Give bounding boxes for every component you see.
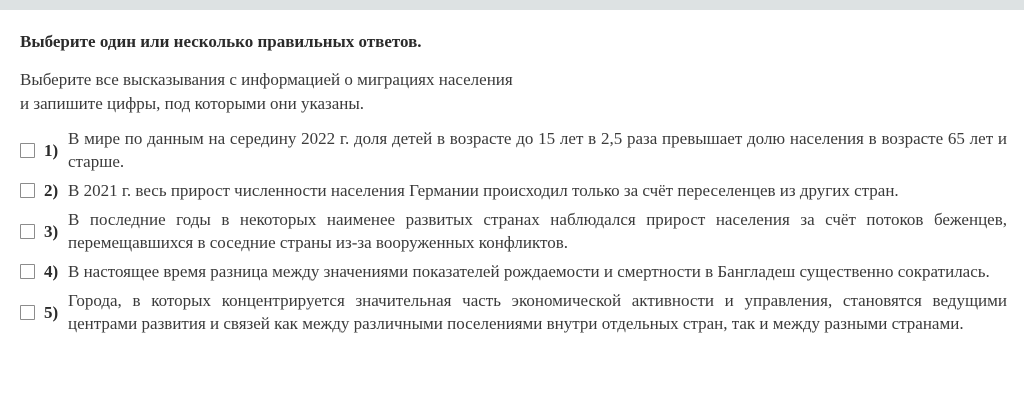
option-text: Города, в которых концентрируется значительная часть экономической активности и управления, становятся ведущими центрами развития и связей как между различными поселениями внутри отдельных стран, так и между разными странами. xyxy=(68,291,1007,333)
option-number: 3) xyxy=(44,221,59,241)
option-checkbox-1[interactable] xyxy=(20,143,35,158)
option-checkbox-3[interactable] xyxy=(20,224,35,239)
option-checkbox-2[interactable] xyxy=(20,183,35,198)
option-number: 5) xyxy=(44,302,59,322)
instruction-line: и запишите цифры, под которыми они указаны. xyxy=(20,94,365,113)
option-row-5 xyxy=(20,289,1007,335)
option-checkbox-4[interactable] xyxy=(20,264,35,279)
option-number: 1) xyxy=(44,140,59,160)
question-block xyxy=(0,10,1024,335)
question-title: Выберите один или несколько правильных ответов. xyxy=(20,32,422,51)
options-list xyxy=(20,127,1007,335)
instruction-line: Выберите все высказывания с информацией о миграциях населения xyxy=(20,70,513,89)
question-instruction xyxy=(20,68,1007,116)
option-row-1 xyxy=(20,127,1007,173)
option-text: В 2021 г. весь прирост численности населения Германии происходил только за счёт переселенцев из других стран. xyxy=(68,181,899,200)
option-text: В настоящее время разница между значениями показателей рождаемости и смертности в Бангладеш существенно сократилась. xyxy=(68,262,990,281)
option-row-2 xyxy=(20,179,1007,202)
option-text: В последние годы в некоторых наименее развитых странах наблюдался прирост населения за счёт потоков беженцев, перемещавшихся в соседние страны из-за вооруженных конфликтов. xyxy=(68,210,1007,252)
option-row-3 xyxy=(20,208,1007,254)
top-bar xyxy=(0,0,1024,10)
option-text: В мире по данным на середину 2022 г. доля детей в возрасте до 15 лет в 2,5 раза превышает долю населения в возрасте 65 лет и старше. xyxy=(68,129,1007,171)
option-row-4 xyxy=(20,260,1007,283)
option-number: 2) xyxy=(44,181,59,200)
option-checkbox-5[interactable] xyxy=(20,305,35,320)
option-number: 4) xyxy=(44,262,59,281)
